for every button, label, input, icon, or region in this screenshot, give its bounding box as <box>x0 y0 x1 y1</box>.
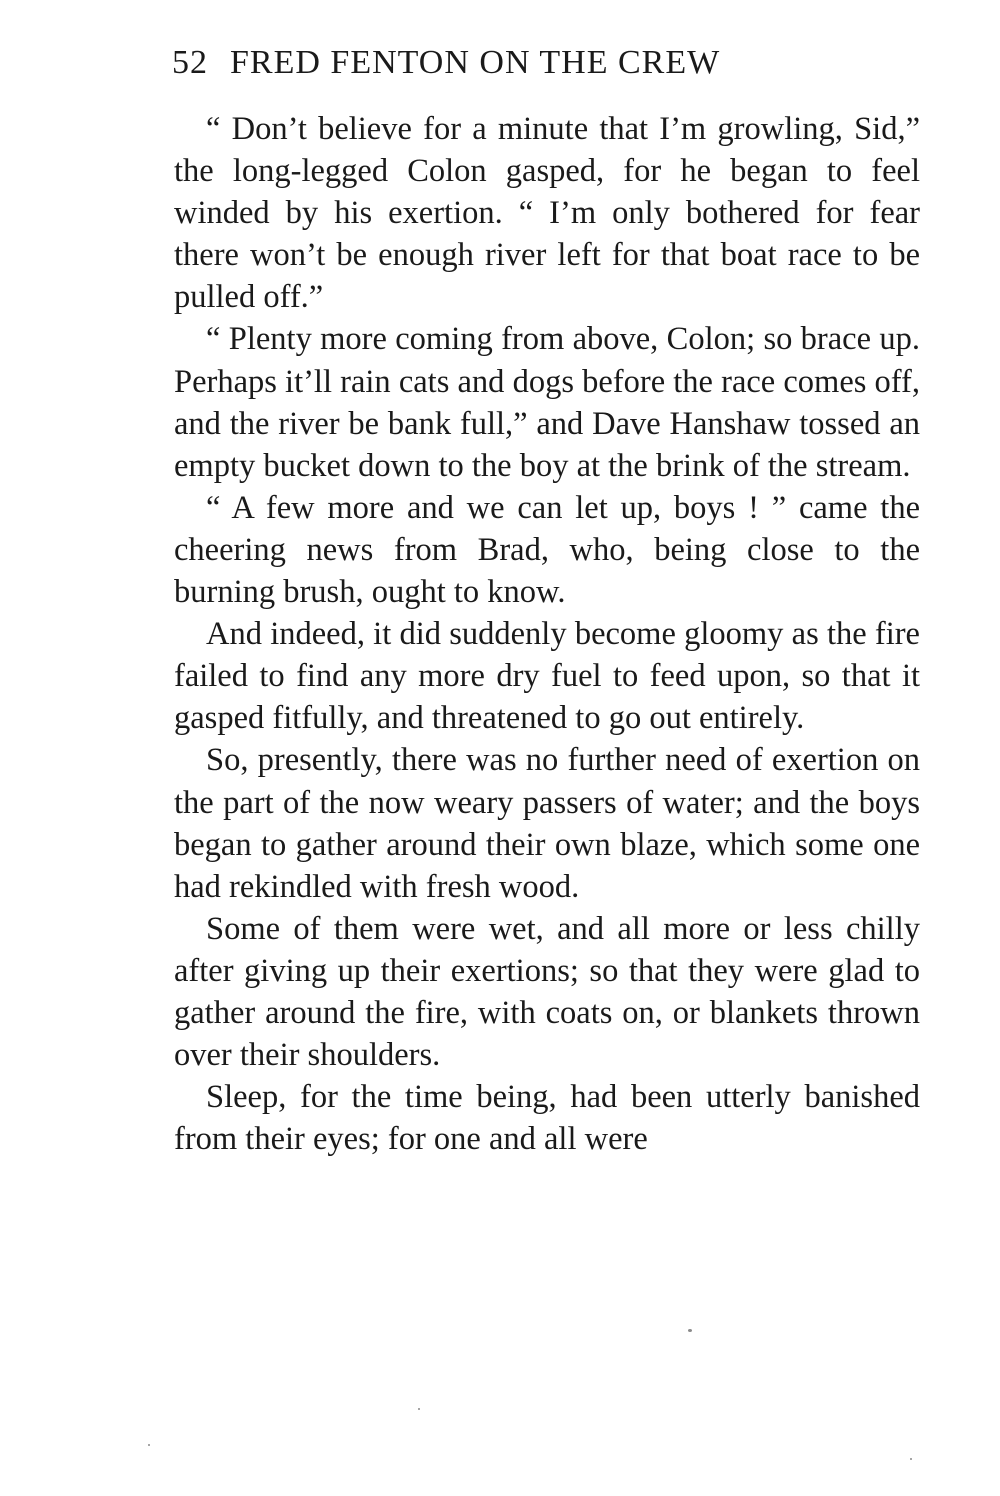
running-title: FRED FENTON ON THE CREW <box>230 44 721 81</box>
paragraph-4: And indeed, it did suddenly become gloomy as the fire failed to find any more dry fuel to feed upon, so that it gasped fitfully, and threatened to go out entirely. <box>174 616 920 737</box>
paragraph-1: “ Don’t believe for a minute that I’m growling, Sid,” the long-legged Colon gasped, for he began to feel winded by his exertion. “ I’m only bothered for fear there won’t be enough river left for that boat race to be pulled off.” <box>174 111 920 316</box>
paragraph-2: “ Plenty more coming from above, Colon; so brace up. Perhaps it’ll rain cats and dogs before the race comes off, and the river be bank full,” and Dave Hanshaw tossed an empty bucket down to the boy at the brink of the stream. <box>174 321 920 484</box>
running-head <box>172 44 932 82</box>
scan-speck <box>148 1444 150 1446</box>
paragraph-5: So, presently, there was no further need of exertion on the part of the now weary passers of water; and the boys began to gather around their own blaze, which some one had rekindled with fresh wood. <box>174 742 920 905</box>
scan-speck <box>688 1329 692 1332</box>
paragraph-6: Some of them were wet, and all more or less chilly after giving up their exertions; so that they were glad to gather around the fire, with coats on, or blankets thrown over their shoulders. <box>174 910 920 1074</box>
body-text <box>174 108 920 1160</box>
paragraph-3: “ A few more and we can let up, boys ! ” came the cheering news from Brad, who, being close to the burning brush, ought to know. <box>174 489 920 611</box>
page-number: 52 <box>172 44 208 81</box>
paragraph-7: Sleep, for the time being, had been utterly banished from their eyes; for one and all were <box>174 1079 920 1158</box>
scan-speck <box>910 1458 912 1460</box>
scan-speck <box>418 1408 420 1410</box>
